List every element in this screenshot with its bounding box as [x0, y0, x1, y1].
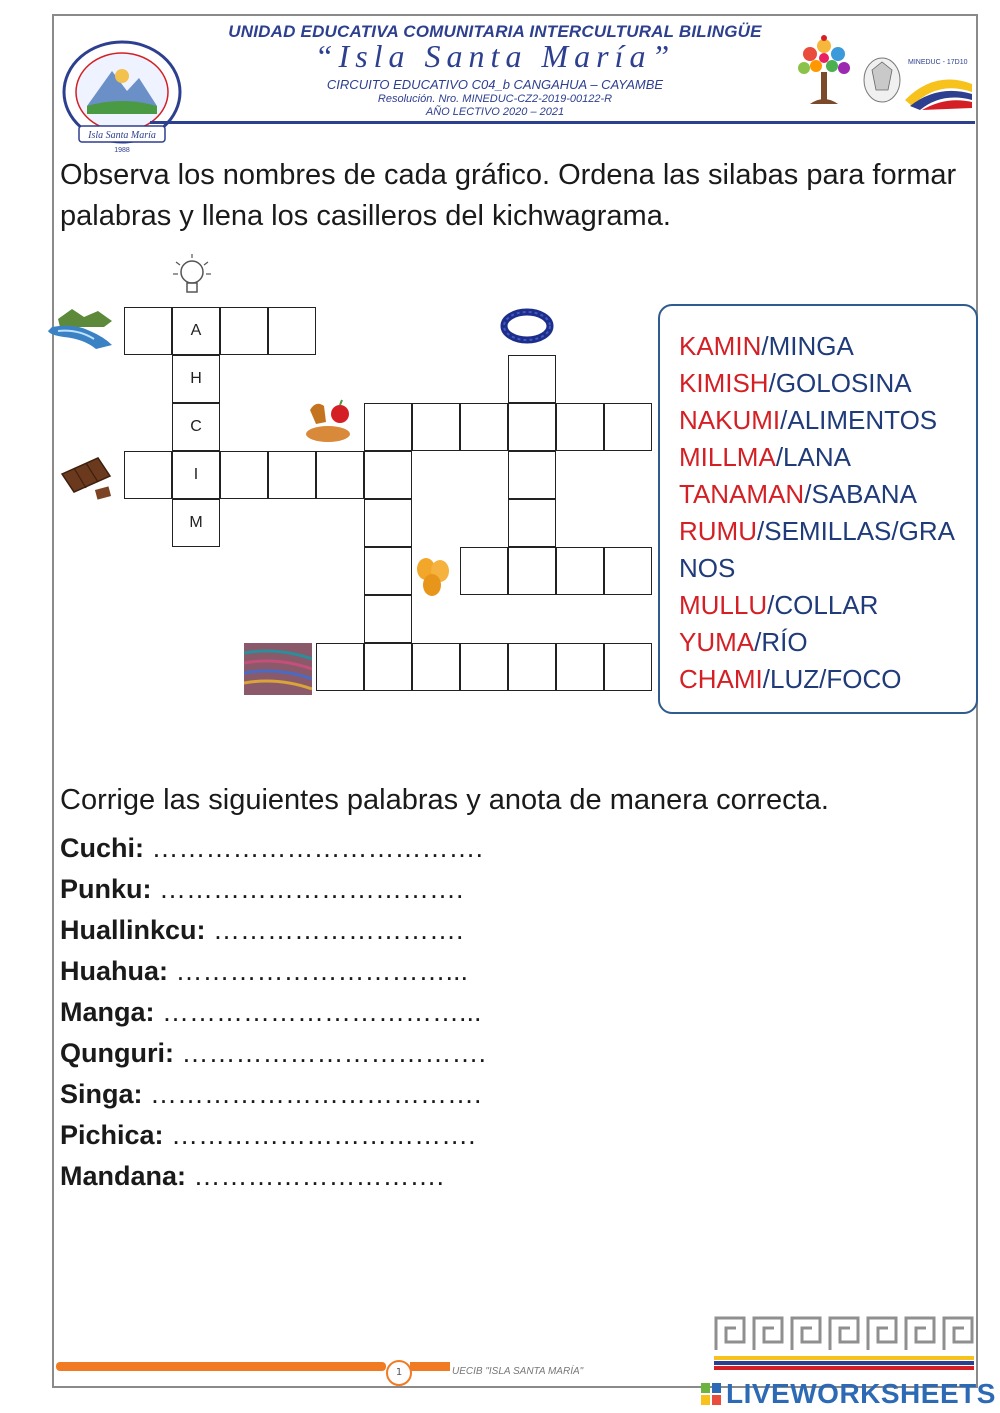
crossword-cell[interactable]	[556, 547, 604, 595]
spanish-word: COLLAR	[774, 590, 879, 620]
crossword-cell[interactable]	[124, 307, 172, 355]
word-separator: /	[757, 516, 765, 546]
correction-word: Mandana:	[60, 1161, 187, 1191]
word-separator: /	[804, 479, 812, 509]
crossword-cell[interactable]	[508, 451, 556, 499]
word-bank-entry	[679, 439, 976, 476]
footer-school-text: UECIB "ISLA SANTA MARÍA"	[452, 1366, 584, 1377]
crossword-cell[interactable]	[604, 403, 652, 451]
correction-row	[60, 910, 486, 951]
crossword-cell[interactable]	[364, 643, 412, 691]
crossword-cell[interactable]	[268, 451, 316, 499]
spanish-word: ALIMENTOS	[787, 405, 938, 435]
word-bank-entry	[679, 661, 976, 698]
correction-row	[60, 1115, 486, 1156]
crossword-cell[interactable]	[364, 595, 412, 643]
circuit-line: CIRCUITO EDUCATIVO C04_b CANGAHUA – CAYAMBE	[326, 77, 664, 92]
crossword-cell[interactable]	[460, 547, 508, 595]
liveworksheets-logo-icon	[700, 1382, 722, 1406]
crossword-cell[interactable]	[556, 403, 604, 451]
word-bank-entry	[679, 365, 976, 402]
crossword-cell[interactable]	[364, 499, 412, 547]
school-motto: “Isla Santa María”	[314, 38, 676, 74]
word-bank-entry	[679, 513, 976, 550]
kichwa-word: NAKUMI	[679, 405, 781, 435]
crossword-cell-given[interactable]	[172, 403, 220, 451]
word-separator: /	[762, 664, 771, 694]
bead-necklace-icon	[498, 306, 556, 346]
crossword-cell[interactable]	[412, 643, 460, 691]
seeds-icon	[412, 555, 454, 599]
crossword-cell[interactable]	[508, 355, 556, 403]
correction-row	[60, 1033, 486, 1074]
kichwa-word: CHAMI	[679, 664, 763, 694]
correction-word: Pichica:	[60, 1120, 164, 1150]
crossword-cell-given[interactable]	[172, 307, 220, 355]
school-header	[195, 22, 795, 118]
andean-pattern-decoration	[714, 1314, 974, 1354]
footer-bar	[56, 1362, 386, 1371]
correction-word: Punku:	[60, 874, 152, 904]
wool-yarn-icon	[244, 643, 312, 695]
school-name: UNIDAD EDUCATIVA COMUNITARIA INTERCULTURAL BILINGÜE	[228, 22, 762, 41]
instructions-text: Observa los nombres de cada gráfico. Ordena las silabas para formar palabras y llena los casilleros del kichwagrama.	[60, 159, 957, 232]
kichwa-word: TANAMAN	[679, 479, 805, 509]
correction-row	[60, 951, 486, 992]
correction-list	[60, 828, 486, 1197]
svg-text:MINEDUC - 17D10: MINEDUC - 17D10	[908, 59, 968, 66]
correction-row	[60, 1156, 486, 1197]
answer-blank[interactable]: ……………………………….	[151, 833, 484, 863]
correction-title: Corrige las siguientes palabras y anota de manera correcta.	[60, 784, 829, 816]
answer-blank[interactable]: …………………………….	[171, 1120, 476, 1150]
resolution-line: Resolución. Nro. MINEDUC-CZ2-2019-00122-R	[377, 93, 613, 105]
word-bank-entry	[679, 587, 976, 624]
kichwa-word: YUMA	[679, 627, 755, 657]
kichwa-word: MULLU	[679, 590, 768, 620]
crossword-cell-given[interactable]	[172, 451, 220, 499]
school-year-line: AÑO LECTIVO 2020 – 2021	[425, 106, 565, 118]
word-bank-entry	[679, 476, 976, 513]
word-bank	[658, 304, 978, 714]
word-separator: /	[768, 368, 776, 398]
answer-blank[interactable]: …………………………...	[175, 956, 469, 986]
word-separator: /	[775, 442, 784, 472]
answer-blank[interactable]: ……………………………...	[162, 997, 482, 1027]
word-separator: /	[767, 590, 775, 620]
spanish-word: LANA	[783, 442, 851, 472]
crossword-cell[interactable]	[124, 451, 172, 499]
crossword-cell[interactable]	[604, 643, 652, 691]
correction-word: Manga:	[60, 997, 155, 1027]
word-bank-entry	[679, 624, 976, 661]
crossword-cell[interactable]	[364, 403, 412, 451]
word-bank-entry	[679, 328, 976, 365]
crossword-cell-given[interactable]	[172, 499, 220, 547]
answer-blank[interactable]: …………………………….	[159, 874, 464, 904]
kichwa-word: KAMIN	[679, 331, 762, 361]
correction-row	[60, 869, 486, 910]
crossword-cell[interactable]	[508, 499, 556, 547]
school-seal-logo	[57, 36, 187, 154]
crossword-cell[interactable]	[508, 643, 556, 691]
svg-text:Isla Santa María: Isla Santa María	[88, 130, 156, 141]
crossword-cell[interactable]	[508, 547, 556, 595]
kichwa-word: MILLMA	[679, 442, 776, 472]
crossword-letter: I	[193, 466, 199, 483]
page-number: 1	[386, 1360, 412, 1386]
svg-text:1988: 1988	[114, 147, 130, 154]
crossword-cell[interactable]	[508, 403, 556, 451]
spanish-word: RÍO	[761, 627, 808, 657]
kichwa-word: KIMISH	[679, 368, 769, 398]
river-icon	[44, 305, 116, 353]
crossword-letter: H	[190, 370, 202, 387]
answer-blank[interactable]: ……………………………….	[150, 1079, 482, 1109]
correction-row	[60, 828, 486, 869]
footer-bar-segment	[410, 1362, 450, 1371]
crossword-cell[interactable]	[220, 307, 268, 355]
crossword-cell[interactable]	[316, 451, 364, 499]
crossword-cell[interactable]	[460, 643, 508, 691]
spanish-word: MINGA	[768, 331, 854, 361]
word-separator: /	[754, 627, 762, 657]
crossword-cell[interactable]	[460, 403, 508, 451]
spanish-word: SEMILLAS/GRA	[764, 516, 955, 546]
chocolate-icon	[58, 452, 118, 502]
crossword-cell[interactable]	[316, 643, 364, 691]
spanish-word: NOS	[679, 553, 736, 583]
crossword-letter: A	[190, 322, 202, 339]
liveworksheets-brand: LIVEWORKSHEETS	[726, 1378, 996, 1409]
correction-row	[60, 992, 486, 1033]
correction-word: Cuchi:	[60, 833, 144, 863]
crossword-cell[interactable]	[364, 547, 412, 595]
spanish-word: GOLOSINA	[775, 368, 912, 398]
correction-word: Huallinkcu:	[60, 915, 206, 945]
spanish-word: LUZ/FOCO	[770, 664, 902, 694]
correction-word: Huahua:	[60, 956, 168, 986]
crossword-letter: C	[190, 418, 202, 435]
word-separator: /	[780, 405, 788, 435]
crossword-cell-given[interactable]	[172, 355, 220, 403]
word-bank-entry	[679, 402, 976, 439]
word-bank-entry	[679, 550, 976, 587]
crossword-cell[interactable]	[220, 451, 268, 499]
flag-stripes	[714, 1356, 974, 1370]
food-icon	[302, 396, 354, 444]
crossword-letter: M	[189, 514, 203, 531]
answer-blank[interactable]: ……………………….	[213, 915, 464, 945]
tree-of-life-logo	[790, 32, 858, 114]
header-rule	[150, 121, 975, 124]
correction-word: Qunguri:	[60, 1038, 174, 1068]
crossword-cell[interactable]	[364, 451, 412, 499]
crossword-cell[interactable]	[268, 307, 316, 355]
mineduc-logo	[860, 50, 975, 110]
answer-blank[interactable]: …………………………….	[181, 1038, 487, 1068]
crossword-cell[interactable]	[412, 403, 460, 451]
correction-row	[60, 1074, 486, 1115]
light-bulb-icon	[170, 252, 215, 302]
kichwa-word: RUMU	[679, 516, 757, 546]
word-separator: /	[761, 331, 769, 361]
crossword-cell[interactable]	[604, 547, 652, 595]
answer-blank[interactable]: ……………………….	[193, 1161, 445, 1191]
spanish-word: SABANA	[811, 479, 917, 509]
correction-word: Singa:	[60, 1079, 143, 1109]
crossword-cell[interactable]	[556, 643, 604, 691]
